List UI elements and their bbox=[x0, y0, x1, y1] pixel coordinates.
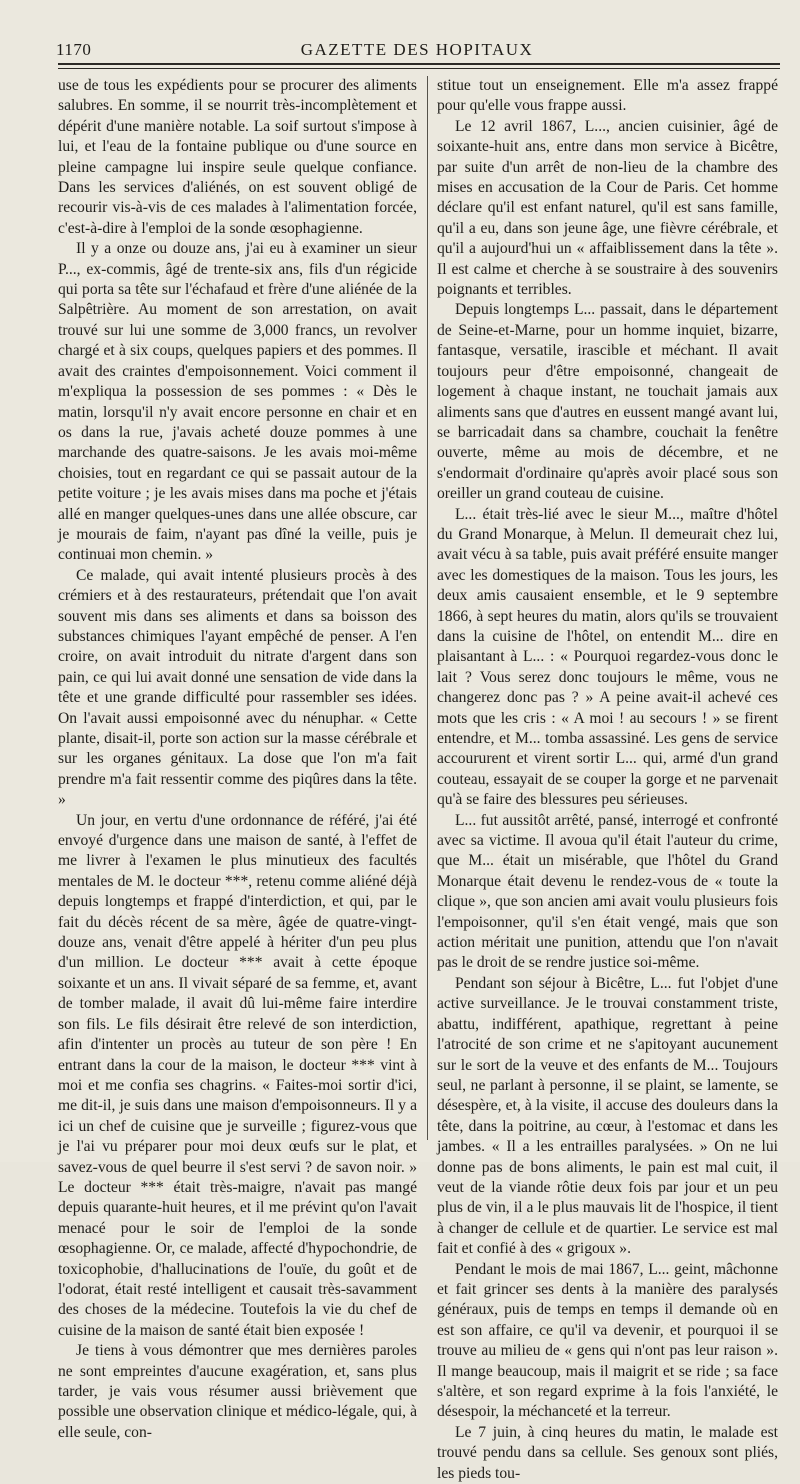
left-paragraph-1: use de tous les expédients pour se procurer des aliments salubres. En somme, il se nourrit très-incomplètement et dépérit d'une manière notable. La soif surtout s'impose à lui, et l'eau de la fontaine publique ou d'une source en pleine campagne lui inspire seule quelque confiance. Dans les services d'aliénés, on est souvent obligé de recourir vis-à-vis de ces malades à l'alimentation forcée, c'est-à-dire à l'emploi de la sonde œsophagienne. bbox=[58, 77, 417, 237]
right-paragraph-5: L... fut aussitôt arrêté, pansé, interrogé et confronté avec sa victime. Il avoua qu'il était l'auteur du crime, que M... était un misérable, que l'hôtel du Grand Monarque était devenu le rendez-vous de « toute la clique », que son ancien ami avait voulu plusieurs fois l'empoisonner, qu'il s'en était vengé, mais que son action méritait une punition, attendu que l'on n'avait pas le droit de se rendre justice soi-même. bbox=[437, 811, 778, 972]
left-paragraph-5: Je tiens à vous démontrer que mes dernières paroles ne sont empreintes d'aucune exagération, et, sans plus tarder, je vais vous résumer aussi brièvement que possible une observation clinique et médico-légale, qui, à elle seule, con- bbox=[58, 1342, 417, 1441]
right-paragraph-2: Le 12 avril 1867, L..., ancien cuisinier, âgé de soixante-huit ans, entre dans mon service à Bicêtre, par suite d'un arrêt de non-lieu de la chambre des mises en accusation de la Cour de Paris. Cet homme déclare qu'il est enfant naturel, qu'il est sans famille, qu'il a eu, dans son jeune âge, une fièvre cérébrale, et qu'il a aujourd'hui un « affaiblissement dans la tête ». Il est calme et cherche à se soustraire à des souvenirs poignants et terribles. bbox=[437, 117, 778, 299]
right-paragraph-7: Pendant le mois de mai 1867, L... geint, mâchonne et fait grincer ses dents à la manière des paralysés généraux, puis de temps en temps il demande où en est son affaire, ce qu'il va devenir, et pourquoi il se trouve au milieu de « gens qui n'ont pas leur raison ». Il mange beaucoup, mais il maigrit et se ride ; sa face s'altère, et son regard exprime à la fois l'anxiété, le désespoir, la méchanceté et la terreur. bbox=[437, 1260, 778, 1421]
column-divider bbox=[427, 76, 428, 1140]
left-paragraph-2: Il y a onze ou douze ans, j'ai eu à examiner un sieur P..., ex-commis, âgé de trente-six ans, fils d'un régicide qui porta sa tête sur l'échafaud et frère d'une aliénée de la Salpêtrière. Au moment de son arrestation, on avait trouvé sur lui une somme de 3,000 francs, un revolver chargé et à six coups, quelques papiers et des pommes. Il avait des craintes d'empoisonnement. Voici comment il m'expliqua la possession de ses pommes : « Dès le matin, lorsqu'il n'y avait encore personne en chair et en os dans la rue, j'avais acheté douze pommes à une marchande des quatre-saisons. Je les avais moi-même choisies, tout en regardant ce qui se passait autour de la petite voiture ; je les avais mises dans ma poche et j'étais allé en manger quelques-unes dans une allée obscure, car je mourais de faim, n'ayant pas dîné la veille, puis je continuai mon chemin. » bbox=[58, 240, 417, 564]
page-number: 1170 bbox=[56, 40, 92, 59]
running-title: GAZETTE DES HOPITAUX bbox=[300, 40, 534, 59]
right-paragraph-6: Pendant son séjour à Bicêtre, L... fut l'objet d'une active surveillance. Je le trouvai constamment triste, abattu, indifférent, apathique, regrettant à peine l'atrocité de son crime et ne s'apitoyant aucunement sur le sort de la veuve et des enfants de M... Toujours seul, ne parlant à personne, il se plaint, se lamente, se désespère, et, à la visite, il accuse des douleurs dans la tête, dans la poitrine, au cœur, à l'estomac et dans les jambes. « Il a les entrailles paralysées. » On ne lui donne pas de bons aliments, le pain est mal cuit, il veut de la viande rôtie deux fois par jour et un peu plus de vin, il a le plus mauvais lit de l'hospice, il tient à changer de cellule et de quartier. Le service est mal fait et confié à des « grigoux ». bbox=[437, 974, 778, 1258]
right-column bbox=[437, 76, 778, 1482]
header-rule-thin bbox=[58, 68, 780, 69]
left-column bbox=[58, 76, 417, 1441]
header-rule-thick bbox=[58, 63, 780, 65]
left-paragraph-3: Ce malade, qui avait intenté plusieurs procès à des crémiers et à des restaurateurs, prétendait que l'on avait souvent mis dans ses aliments et dans sa boisson des substances chimiques l'ayant empêché de penser. A l'en croire, on avait introduit du nitrate d'argent dans son pain, ce qui lui avait donné une sensation de vide dans la tête et une grande difficulté pour rassembler ses idées. On l'avait aussi empoisonné avec du nénuphar. « Cette plante, disait-il, porte son action sur la masse cérébrale et sur les organes génitaux. La dose que l'on m'a fait prendre m'a fait ressentir comme des piqûres dans la tête. » bbox=[58, 566, 417, 809]
right-paragraph-1: stitue tout un enseignement. Elle m'a assez frappé pour qu'elle vous frappe aussi. bbox=[437, 77, 778, 115]
right-paragraph-8: Le 7 juin, à cinq heures du matin, le malade est trouvé pendu dans sa cellule. Ses genoux sont pliés, les pieds tou- bbox=[437, 1423, 778, 1482]
page-header bbox=[56, 40, 778, 62]
left-paragraph-4: Un jour, en vertu d'une ordonnance de référé, j'ai été envoyé d'urgence dans une maison de santé, à l'effet de me livrer à l'examen le plus minutieux des facultés mentales de M. le docteur ***, retenu comme aliéné déjà depuis longtemps et frappé d'interdiction, et qui, par le fait du décès récent de sa mère, âgée de quatre-vingt-douze ans, venait d'être appelé à hériter d'un peu plus d'un million. Le docteur *** avait à cette époque soixante et un ans. Il vivait séparé de sa femme, et, avant de tomber malade, il avait dû lui-même faire interdire son fils. Le fils désirait être relevé de son interdiction, afin d'intenter un procès au tuteur de son père ! En entrant dans la cour de la maison, le docteur *** vint à moi et me confia ses chagrins. « Faites-moi sortir d'ici, me dit-il, je suis dans une maison d'empoisonneurs. Il y a ici un chef de cuisine que je surveille ; figurez-vous que je l'ai vu préparer pour moi deux œufs sur le plat, et savez-vous de quel beurre il s'est servi ? de savon noir. » Le docteur *** était très-maigre, n'avait pas mangé depuis quarante-huit heures, et il me prévint qu'on l'avait menacé pour le soir de l'emploi de la sonde œsophagienne. Or, ce malade, affecté d'hypochondrie, de toxicophobie, d'hallucinations de l'ouïe, du goût et de l'odorat, était resté intelligent et causait très-savamment des choses de la médecine. Toutefois la vie du chef de cuisine de la maison de santé était bien exposée ! bbox=[58, 811, 417, 1339]
right-paragraph-3: Depuis longtemps L... passait, dans le département de Seine-et-Marne, pour un homme inquiet, bizarre, fantasque, versatile, irascible et méchant. Il avait toujours peur d'être empoisonné, changeait de logement à chaque instant, ne touchait jamais aux aliments sans que d'autres en eussent mangé avant lui, se barricadait dans sa chambre, couchait la fenêtre ouverte, même au mois de décembre, et ne s'endormait d'ordinaire qu'après avoir placé sous son oreiller un grand couteau de cuisine. bbox=[437, 301, 778, 503]
right-paragraph-4: L... était très-lié avec le sieur M..., maître d'hôtel du Grand Monarque, à Melun. Il demeurait chez lui, avait vécu à sa table, puis avait préféré ensuite manger avec les domestiques de la maison. Tous les jours, les deux amis causaient ensemble, et le 9 septembre 1866, à sept heures du matin, alors qu'ils se trouvaient dans la cuisine de l'hôtel, on entendit M... dire en plaisantant à L... : « Pourquoi regardez-vous donc le lait ? Vous serez donc toujours le même, vous ne changerez donc pas ? » A peine avait-il achevé ces mots que les cris : « A moi ! au secours ! » se firent entendre, et M... tomba assassiné. Les gens de service accoururent et virent sortir L... qui, armé d'un grand couteau, essayait de se couper la gorge et ne parvenait qu'à se faire des blessures peu sérieuses. bbox=[437, 505, 778, 809]
